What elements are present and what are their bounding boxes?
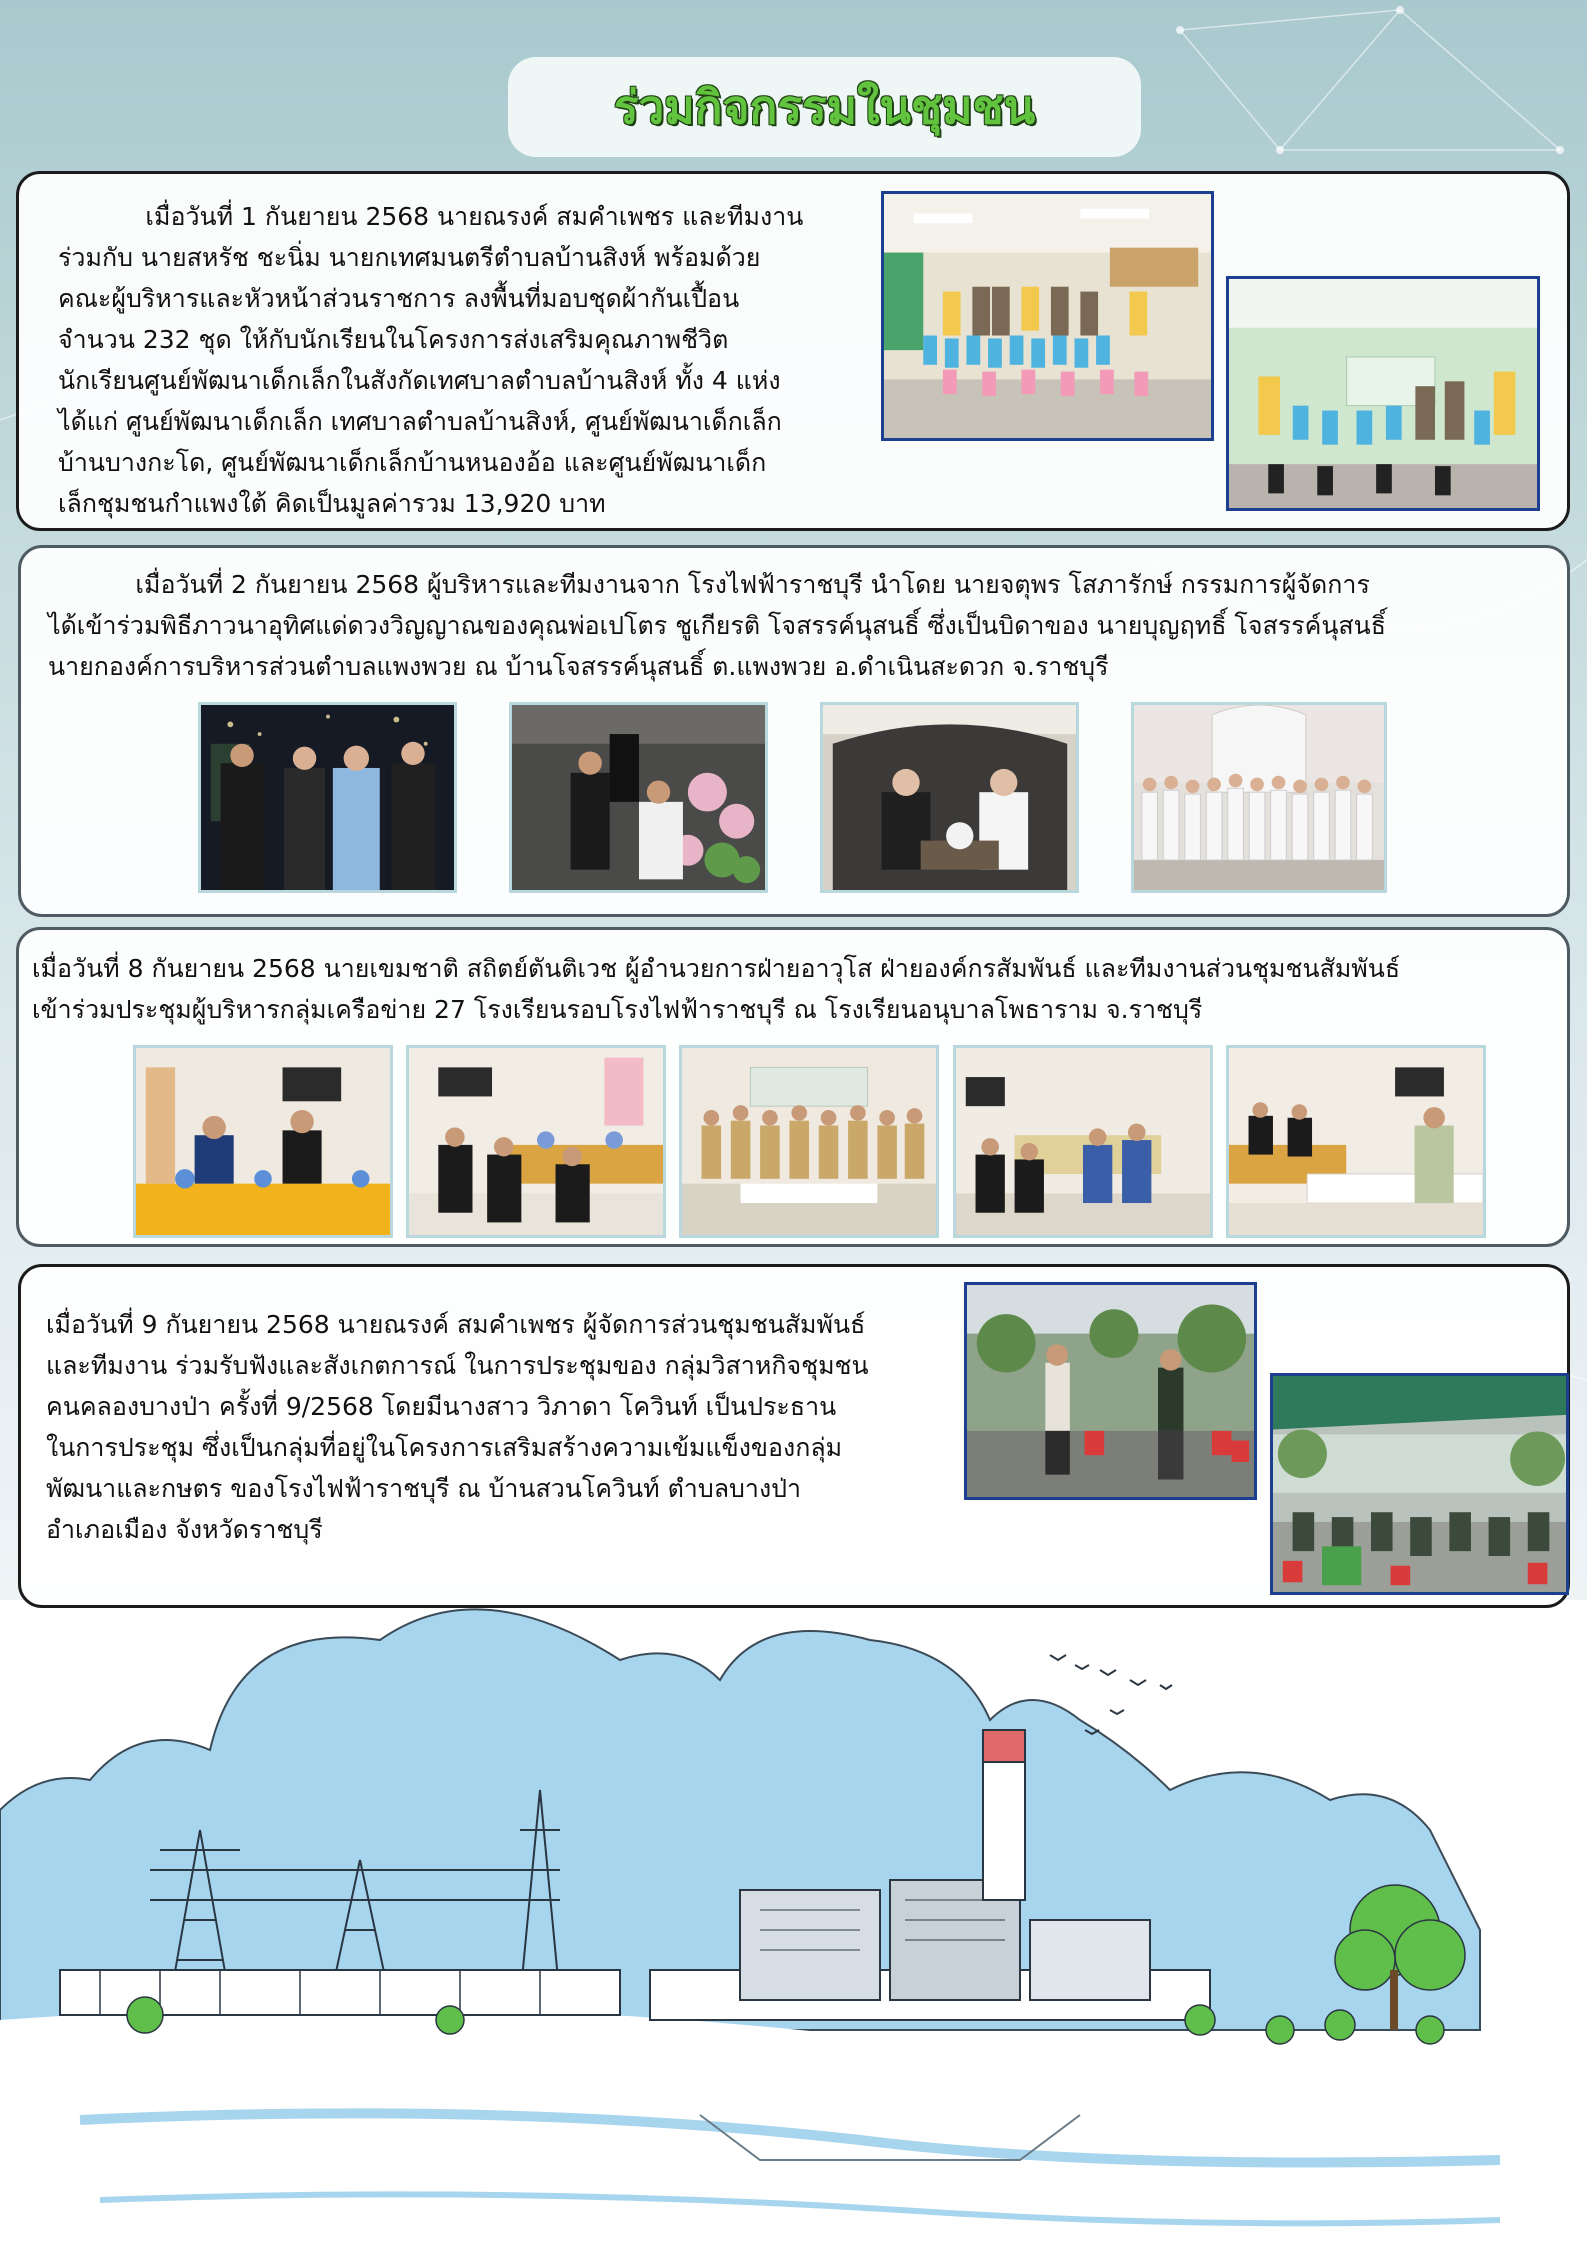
- text-line: เล็กชุมชนกำแพงใต้ คิดเป็นมูลค่ารวม 13,920 บาท: [58, 489, 606, 518]
- activity-text-sep1: [58, 196, 803, 524]
- text-line: จำนวน 232 ชุด ให้กับนักเรียนในโครงการส่งเสริมคุณภาพชีวิต: [58, 325, 729, 354]
- text-line: คนคลองบางป่า ครั้งที่ 9/2568 โดยมีนางสาว วิภาดา โควินท์ เป็นประธาน: [46, 1392, 837, 1421]
- title-banner: [508, 57, 1141, 157]
- page-title: ร่วมกิจกรรมในชุมชน: [613, 79, 1036, 134]
- photo-outdoor-meeting: [1270, 1373, 1569, 1595]
- photo-children-group: [881, 191, 1214, 441]
- text-line: อำเภอเมือง จังหวัดราชบุรี: [46, 1515, 323, 1544]
- photo-outdoor-speakers: [964, 1282, 1257, 1500]
- activity-text-sep9: [46, 1304, 869, 1550]
- text-line: เมื่อวันที่ 9 กันยายน 2568 นายณรงค์ สมคำเพชร ผู้จัดการส่วนชุมชนสัมพันธ์: [46, 1310, 866, 1339]
- photo-meeting-speaker: [133, 1045, 393, 1238]
- text-line: เมื่อวันที่ 1 กันยายน 2568 นายณรงค์ สมคำเพชร และทีมงาน: [58, 202, 804, 231]
- text-line: เมื่อวันที่ 8 กันยายน 2568 นายเขมชาติ สถิตย์ตันติเวช ผู้อำนวยการฝ่ายอาวุโส ฝ่ายองค์กรสัมพันธ์ และทีมงานส่วนชุมชนสัมพันธ์: [32, 954, 1401, 983]
- text-line: บ้านบางกะโด, ศูนย์พัฒนาเด็กเล็กบ้านหนองอ้อ และศูนย์พัฒนาเด็ก: [58, 448, 767, 477]
- photo-classroom-handover: [1226, 276, 1540, 511]
- text-line: ร่วมกับ นายสหรัช ชะนิ่ม นายกเทศมนตรีตำบลบ้านสิงห์ พร้อมด้วย: [58, 243, 761, 272]
- text-line: และทีมงาน ร่วมรับฟังและสังเกตการณ์ ในการประชุมของ กลุ่มวิสาหกิจชุมชน: [46, 1351, 869, 1380]
- text-line: คณะผู้บริหารและหัวหน้าส่วนราชการ ลงพื้นที่มอบชุดผ้ากันเปื้อน: [58, 284, 740, 313]
- photo-meeting-room: [953, 1045, 1213, 1238]
- text-line: เข้าร่วมประชุมผู้บริหารกลุ่มเครือข่าย 27 โรงเรียนรอบโรงไฟฟ้าราชบุรี ณ โรงเรียนอนุบาลโพธาราม จ.ราชบุรี: [32, 995, 1203, 1024]
- text-line: เมื่อวันที่ 2 กันยายน 2568 ผู้บริหารและทีมงานจาก โรงไฟฟ้าราชบุรี นำโดย นายจตุพร โสภารักษ์ กรรมการผู้จัดการ: [48, 570, 1370, 599]
- photo-meeting-table: [406, 1045, 666, 1238]
- photo-meeting-discussion: [1226, 1045, 1486, 1238]
- photo-night-group: [198, 702, 457, 893]
- photo-meeting-group: [679, 1045, 939, 1238]
- text-line: ในการประชุม ซึ่งเป็นกลุ่มที่อยู่ในโครงการเสริมสร้างความเข้มแข็งของกลุ่ม: [46, 1433, 843, 1462]
- activity-text-sep2: [48, 564, 1386, 687]
- text-line: ได้เข้าร่วมพิธีภาวนาอุทิศแด่ดวงวิญญาณของคุณพ่อเปโตร ชูเกียรติ โจสรรค์นุสนธิ์ ซึ่งเป็นบิดาของ นายบุญฤทธิ์ โจสรรค์นุสนธิ์: [48, 611, 1387, 640]
- activity-text-sep8: [32, 948, 1400, 1030]
- photo-ceremony-seated: [820, 702, 1079, 893]
- photo-family-group: [1131, 702, 1387, 893]
- power-plant-illustration: [0, 1600, 1587, 2245]
- text-line: นักเรียนศูนย์พัฒนาเด็กเล็กในสังกัดเทศบาลตำบลบ้านสิงห์ ทั้ง 4 แห่ง: [58, 366, 781, 395]
- text-line: พัฒนาและกษตร ของโรงไฟฟ้าราชบุรี ณ บ้านสวนโควินท์ ตำบลบางป่า: [46, 1474, 802, 1503]
- text-line: นายกองค์การบริหารส่วนตำบลแพงพวย ณ บ้านโจสรรค์นุสนธิ์ ต.แพงพวย อ.ดำเนินสะดวก จ.ราชบุรี: [48, 652, 1109, 681]
- text-line: ได้แก่ ศูนย์พัฒนาเด็กเล็ก เทศบาลตำบลบ้านสิงห์, ศูนย์พัฒนาเด็กเล็ก: [58, 407, 782, 436]
- photo-ceremony-offering: [509, 702, 768, 893]
